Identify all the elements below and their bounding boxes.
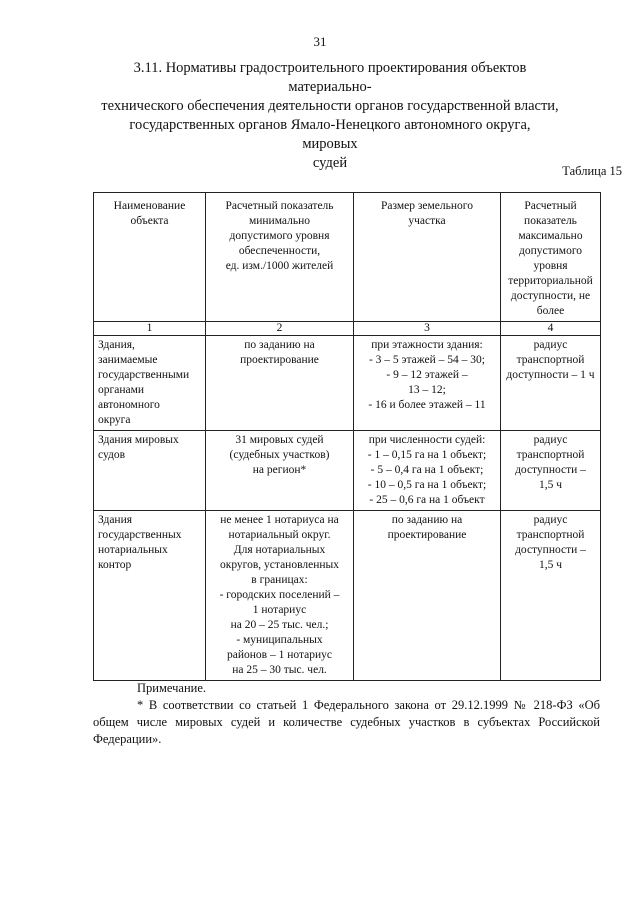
cell-line: минимально — [248, 215, 311, 227]
cell-line: Расчетный — [524, 200, 577, 212]
cell-line: районов – 1 нотариус — [227, 649, 332, 661]
cell-line: на 20 – 25 тыс. чел.; — [230, 619, 329, 631]
cell-line: радиус — [533, 514, 568, 526]
cell-line: территориальной — [508, 275, 593, 287]
cell-line: нотариальный округ. — [228, 529, 331, 541]
cell-line: 31 мировых судей — [235, 434, 324, 446]
header-land-area — [354, 193, 501, 322]
cell-line: транспортной — [516, 354, 585, 366]
table-row — [94, 336, 601, 431]
cell-object-name — [94, 431, 206, 511]
title-line: судей — [312, 155, 348, 171]
cell-line: допустимого уровня — [229, 230, 330, 242]
cell-line: - муниципальных — [236, 634, 323, 646]
note-block — [93, 680, 600, 748]
cell-land-area — [354, 511, 501, 681]
cell-line: при численности судей: — [368, 434, 486, 446]
cell-line: округа — [98, 414, 131, 426]
cell-provision — [206, 431, 354, 511]
cell-line: не менее 1 нотариуса на — [220, 514, 339, 526]
cell-line: Расчетный показатель — [225, 200, 334, 212]
cell-line: по заданию на — [244, 339, 315, 351]
cell-line: объекта — [130, 215, 169, 227]
cell-line: доступности – — [515, 544, 586, 556]
cell-line: округов, установленных — [220, 559, 339, 571]
cell-line: в границах: — [251, 574, 308, 586]
cell-object-name — [94, 511, 206, 681]
cell-line: ед. изм./1000 жителей — [225, 260, 334, 272]
table-row — [94, 431, 601, 511]
cell-line: радиус — [533, 339, 568, 351]
cell-line: показатель — [524, 215, 577, 227]
table-row — [94, 511, 601, 681]
cell-line: участка — [408, 215, 446, 227]
cell-line: проектирование — [240, 354, 319, 366]
cell-line: при этажности здания: — [371, 339, 483, 351]
cell-land-area — [354, 336, 501, 431]
cell-line: максимально — [518, 230, 583, 242]
cell-line: нотариальных — [98, 544, 168, 556]
title-line: 3.11. Нормативы градостроительного проектирования объектов материально- — [133, 60, 527, 95]
column-number: 3 — [354, 322, 501, 336]
cell-line: (судебных участков) — [229, 449, 330, 461]
header-accessibility — [501, 193, 601, 322]
cell-line: более — [536, 305, 565, 317]
cell-line: государственных — [98, 529, 182, 541]
cell-line: обеспеченности, — [238, 245, 321, 257]
cell-line: Для нотариальных — [233, 544, 326, 556]
cell-line: уровня — [533, 260, 568, 272]
cell-line: судов — [98, 449, 126, 461]
cell-line: доступности, не — [510, 290, 591, 302]
column-number: 4 — [501, 322, 601, 336]
cell-line: - 9 – 12 этажей – — [386, 369, 468, 381]
cell-line: контор — [98, 559, 132, 571]
cell-line: 13 – 12; — [408, 384, 446, 396]
cell-object-name — [94, 336, 206, 431]
cell-line: Здания — [98, 514, 133, 526]
cell-accessibility — [501, 336, 601, 431]
cell-provision — [206, 511, 354, 681]
cell-line: Здания, — [98, 339, 135, 351]
table-caption: Таблица 15 — [562, 164, 622, 178]
cell-line: - 25 – 0,6 га на 1 объект — [369, 494, 485, 506]
cell-line: 1 нотариус — [252, 604, 307, 616]
cell-line: органами — [98, 384, 145, 396]
note-title: Примечание. — [137, 681, 207, 695]
cell-line: проектирование — [387, 529, 467, 541]
page-number: 31 — [313, 34, 327, 49]
cell-line: 1,5 ч — [538, 559, 563, 571]
section-title — [100, 59, 560, 173]
cell-line: Размер земельного — [381, 200, 473, 212]
cell-accessibility — [501, 431, 601, 511]
cell-line: транспортной — [516, 449, 585, 461]
cell-line: доступности – 1 ч — [506, 369, 595, 381]
cell-line: радиус — [533, 434, 568, 446]
cell-line: на 25 – 30 тыс. чел. — [232, 664, 327, 676]
cell-line: по заданию на — [391, 514, 463, 526]
cell-line: Наименование — [113, 200, 186, 212]
cell-line: - 10 – 0,5 га на 1 объект; — [367, 479, 487, 491]
cell-line: 1,5 ч — [538, 479, 563, 491]
header-object-name — [94, 193, 206, 322]
header-provision — [206, 193, 354, 322]
cell-accessibility — [501, 511, 601, 681]
cell-line: - 1 – 0,15 га на 1 объект; — [367, 449, 487, 461]
cell-line: - городских поселений – — [219, 589, 340, 601]
note-text: * В соответствии со статьей 1 Федерального закона от 29.12.1999 № 218-ФЗ «Об общем числе мировых судей и количестве судебных участков в субъектах Российской Федерации». — [93, 698, 600, 746]
cell-line: государственными — [98, 369, 190, 381]
table-header-row — [94, 193, 601, 322]
norms-table — [93, 192, 601, 681]
cell-line: - 16 и более этажей – 11 — [368, 399, 486, 411]
cell-line: занимаемые — [98, 354, 158, 366]
cell-line: - 5 – 0,4 га на 1 объект; — [370, 464, 484, 476]
cell-line: Здания мировых — [98, 434, 179, 446]
cell-line: - 3 – 5 этажей – 54 – 30; — [368, 354, 486, 366]
cell-line: допустимого — [519, 245, 582, 257]
column-number: 1 — [94, 322, 206, 336]
title-line: технического обеспечения деятельности органов государственной власти, — [101, 98, 559, 114]
cell-line: на регион* — [252, 464, 307, 476]
cell-land-area — [354, 431, 501, 511]
title-line: государственных органов Ямало-Ненецкого автономного округа, мировых — [129, 117, 531, 152]
cell-line: транспортной — [516, 529, 585, 541]
column-number: 2 — [206, 322, 354, 336]
cell-line: доступности – — [515, 464, 586, 476]
cell-provision — [206, 336, 354, 431]
cell-line: автономного — [98, 399, 160, 411]
column-number-row — [94, 322, 601, 336]
